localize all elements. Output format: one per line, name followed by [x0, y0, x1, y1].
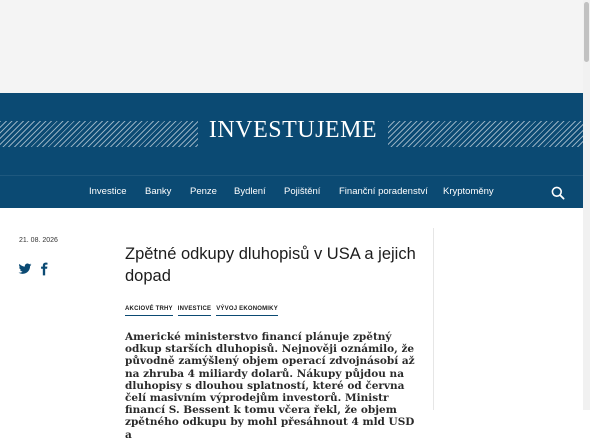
- scrollbar-thumb[interactable]: [584, 2, 589, 62]
- nav-item-investice[interactable]: Investice: [89, 186, 127, 197]
- facebook-icon[interactable]: [37, 262, 51, 276]
- article-tags: [125, 306, 278, 316]
- article-date: 21. 08. 2026: [19, 237, 58, 244]
- search-icon[interactable]: [550, 185, 566, 201]
- hatch-decoration-left: [0, 121, 198, 147]
- twitter-icon[interactable]: [18, 262, 32, 276]
- article-title: Zpětné odkupy dluhopisů v USA a jejich dopad: [125, 245, 416, 285]
- site-masthead: [0, 93, 583, 175]
- nav-item-bydleni[interactable]: Bydlení: [234, 186, 266, 197]
- nav-item-banky[interactable]: Banky: [145, 186, 172, 197]
- top-blank-area: [0, 0, 583, 93]
- content-divider: [433, 228, 434, 410]
- tag-investice[interactable]: INVESTICE: [178, 306, 211, 316]
- site-logo[interactable]: INVESTUJEME: [208, 117, 378, 143]
- article-lead: Americké ministerstvo financí plánuje zpětný odkup starších dluhopisů. Nejnověji oznámilo, že původně zamýšlený objem operací zdvojnásobí až na zhruba 4 miliardy dolarů. Nákupy půjdou na dluhopisy s dlouhou splatností, které od června čelí masivním výprodejům investorů. Ministr financí S. Bessent k tomu včera řekl, že objem zpětného odkupu by mohl přesáhnout 4 mld USD a: [125, 331, 415, 441]
- tag-akciove-trhy[interactable]: AKCIOVÉ TRHY: [125, 306, 173, 316]
- scrollbar[interactable]: [583, 0, 590, 410]
- nav-item-financni-poradenstvi[interactable]: Finanční poradenství: [339, 186, 428, 197]
- main-navigation: [0, 175, 583, 208]
- nav-item-pojisteni[interactable]: Pojištění: [284, 186, 321, 197]
- nav-item-kryptomeny[interactable]: Kryptoměny: [443, 186, 494, 197]
- nav-item-penze[interactable]: Penze: [190, 186, 217, 197]
- hatch-decoration-right: [388, 121, 583, 147]
- tag-vyvoj-ekonomiky[interactable]: VÝVOJ EKONOMIKY: [216, 306, 278, 316]
